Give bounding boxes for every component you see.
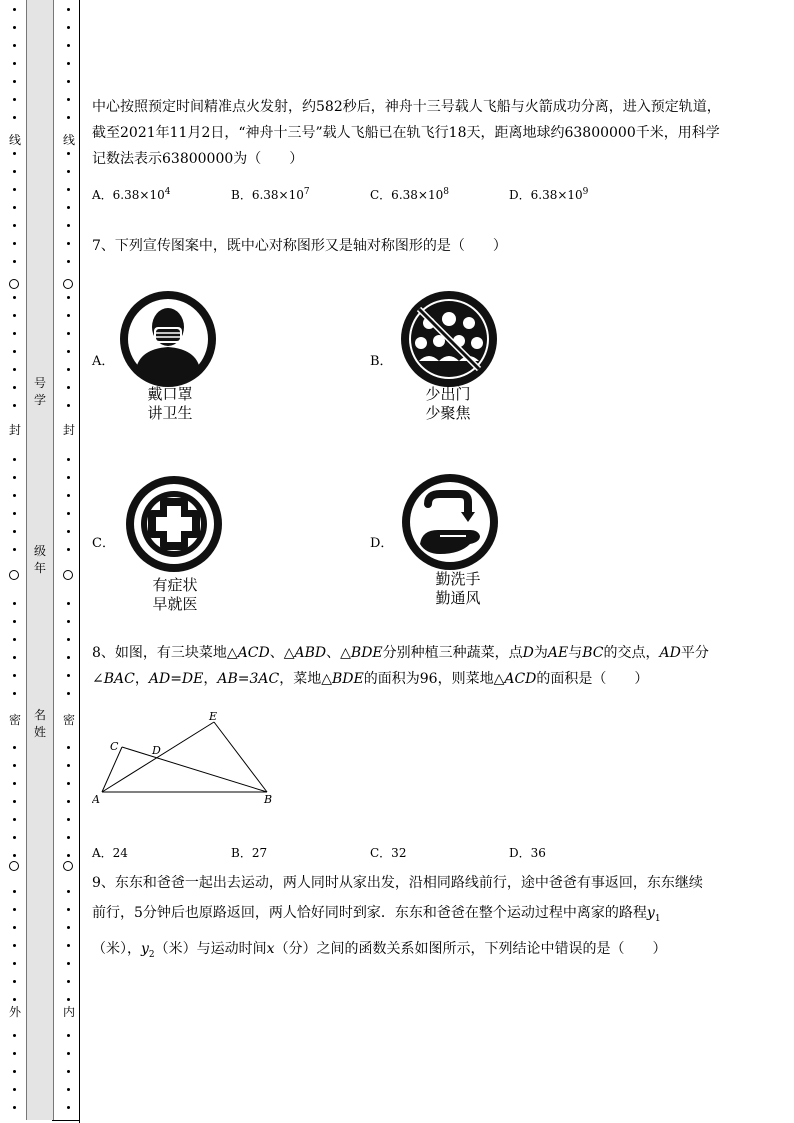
margin-dot: [67, 764, 70, 767]
margin-dot: [13, 818, 16, 821]
q8-option-b[interactable]: B．27: [231, 845, 268, 860]
q6-option-d[interactable]: D．$6.38\times 10^9$: [509, 186, 589, 202]
label-b: B: [264, 793, 273, 806]
segment-ae: [102, 722, 214, 792]
margin-dot: [13, 404, 16, 407]
label-e: E: [209, 710, 218, 723]
margin-dot: [13, 746, 16, 749]
q7-choice-d-letter[interactable]: D．: [370, 536, 394, 551]
margin-dot: [13, 782, 16, 785]
q7-caption-c: 有症状 早就医: [152, 576, 198, 613]
margin-dot: [13, 980, 16, 983]
margin-dot: [13, 908, 16, 911]
q7-caption-d: 勤洗手 勤通风: [435, 570, 481, 607]
margin-dot: [13, 458, 16, 461]
margin-dot: [67, 242, 70, 245]
q8-option-d[interactable]: D．36: [509, 845, 546, 860]
margin-dot: [67, 944, 70, 947]
margin-dot: [13, 800, 16, 803]
q6-text: 中心按照预定时间精准点火发射，约582秒后，神舟十三号载人飞船与火箭成功分离，进入预定轨道，截至2021年11月2日，“神舟十三号”载人飞船已在轨飞行18天，距离地球约63800000千米，用科学记数法表示63800000为（ ）: [92, 99, 721, 167]
outer-margin-char: 外: [8, 1005, 21, 1019]
margin-dot: [67, 458, 70, 461]
margin-dot: [67, 206, 70, 209]
outer-margin-char: 封: [8, 423, 21, 437]
margin-dot: [67, 368, 70, 371]
segment-eb: [214, 722, 267, 792]
margin-dot: [13, 80, 16, 83]
q6-options: [92, 184, 732, 204]
margin-dot: [67, 44, 70, 47]
q8-options: [92, 842, 732, 862]
margin-dot: [67, 602, 70, 605]
q7-choice-c-letter[interactable]: C．: [92, 536, 115, 551]
margin-dot: [67, 260, 70, 263]
margin-dot: [13, 62, 16, 65]
margin-dot: [13, 476, 16, 479]
margin-dot: [67, 962, 70, 965]
q7-caption-b: 少出门 少聚焦: [425, 385, 471, 422]
margin-dot: [13, 944, 16, 947]
q9-text: 9、东东和爸爸一起出去运动，两人同时从家出发，沿相同路线前行，途中爸爸有事返回，东东继续 前行，5分钟后也原路返回，两人恰好同时到家．东东和爸爸在整个运动过程中离家的路程$y_1$ （米），$y_2$（米）与运动时间x（分）之间的函数关系如图所示，下列结论中错误的是（ ）: [92, 875, 703, 960]
margin-dot: [67, 746, 70, 749]
margin-dot: [13, 314, 16, 317]
margin-dot: [67, 674, 70, 677]
segment-cb: [122, 747, 267, 792]
margin-circle-mark: [9, 279, 19, 289]
outer-dotted-line: [8, 0, 22, 1123]
margin-dot: [67, 998, 70, 1001]
margin-dot: [13, 998, 16, 1001]
margin-dot: [13, 854, 16, 857]
margin-dot: [67, 386, 70, 389]
margin-dot: [13, 494, 16, 497]
margin-dot: [67, 980, 70, 983]
q7-title: 7、下列宣传图案中，既中心对称图形又是轴对称图形的是（ ）: [92, 238, 507, 254]
margin-dot: [13, 26, 16, 29]
margin-dot: [67, 512, 70, 515]
margin-dot: [67, 782, 70, 785]
margin-dot: [67, 116, 70, 119]
margin-dot: [67, 926, 70, 929]
margin-dot: [67, 692, 70, 695]
margin-dot: [67, 638, 70, 641]
name-label: 名 姓: [33, 708, 46, 739]
inner-dotted-line: [62, 0, 76, 1123]
margin-dot: [13, 1052, 16, 1055]
label-d: D: [152, 744, 161, 757]
margin-dot: [13, 224, 16, 227]
margin-dot: [67, 1106, 70, 1109]
margin-dot: [13, 1106, 16, 1109]
q6-option-c[interactable]: C．$6.38\times 10^8$: [370, 186, 449, 202]
margin-circle-mark: [63, 861, 73, 871]
margin-dot: [13, 674, 16, 677]
binding-margin: [0, 0, 82, 1123]
medical-cross-icon: [124, 474, 224, 574]
margin-dot: [13, 1034, 16, 1037]
margin-dot: [67, 548, 70, 551]
inner-margin-char: 封: [62, 423, 75, 437]
margin-dot: [67, 1034, 70, 1037]
margin-circle-mark: [9, 570, 19, 580]
margin-dot: [67, 494, 70, 497]
margin-dot: [13, 242, 16, 245]
question-6: [92, 94, 732, 204]
margin-circle-mark: [63, 570, 73, 580]
margin-dot: [13, 656, 16, 659]
margin-dot: [67, 170, 70, 173]
margin-circle-mark: [9, 861, 19, 871]
margin-dot: [13, 368, 16, 371]
margin-dot: [67, 296, 70, 299]
margin-dot: [67, 620, 70, 623]
q8-option-a[interactable]: A．24: [92, 845, 128, 860]
margin-dot: [13, 962, 16, 965]
margin-dot: [67, 26, 70, 29]
margin-dot: [13, 8, 16, 11]
q8-triangle-figure: [92, 705, 282, 815]
margin-border-line: [79, 0, 80, 1123]
margin-dot: [13, 332, 16, 335]
margin-dot: [13, 926, 16, 929]
q6-option-a[interactable]: A．$6.38\times 10^4$: [92, 186, 171, 202]
margin-dot: [13, 386, 16, 389]
grade-label: 级 年: [33, 544, 46, 575]
margin-dot: [13, 44, 16, 47]
inner-margin-char: 内: [62, 1005, 75, 1019]
margin-dot: [67, 1070, 70, 1073]
margin-dot: [67, 224, 70, 227]
margin-dot: [13, 98, 16, 101]
student-number-label: 号 学: [33, 376, 46, 407]
margin-dot: [13, 620, 16, 623]
margin-dot: [13, 512, 16, 515]
margin-dot: [13, 206, 16, 209]
margin-bottom-line: [52, 1120, 80, 1121]
margin-dot: [13, 170, 16, 173]
student-info-band: [26, 0, 54, 1120]
inner-margin-char: 线: [62, 133, 75, 147]
label-c: C: [110, 740, 119, 753]
q7-choice-a-letter[interactable]: A．: [92, 354, 115, 369]
margin-dot: [67, 476, 70, 479]
margin-dot: [13, 548, 16, 551]
margin-dot: [13, 836, 16, 839]
margin-dot: [67, 404, 70, 407]
margin-dot: [67, 800, 70, 803]
margin-dot: [13, 602, 16, 605]
margin-dot: [13, 260, 16, 263]
margin-dot: [67, 62, 70, 65]
crowd-icon: [399, 289, 499, 389]
margin-dot: [13, 116, 16, 119]
margin-dot: [67, 314, 70, 317]
margin-dot: [67, 530, 70, 533]
mask-face-icon: [118, 289, 218, 389]
q6-option-b[interactable]: B．$6.38\times 10^7$: [231, 186, 310, 202]
margin-dot: [67, 1088, 70, 1091]
margin-dot: [67, 818, 70, 821]
margin-dot: [67, 80, 70, 83]
q7-choice-b-letter[interactable]: B．: [370, 354, 393, 369]
margin-dot: [67, 890, 70, 893]
q7-caption-a: 戴口罩 讲卫生: [147, 385, 193, 422]
margin-dot: [13, 692, 16, 695]
margin-dot: [67, 8, 70, 11]
margin-dot: [13, 188, 16, 191]
margin-dot: [13, 764, 16, 767]
margin-dot: [13, 638, 16, 641]
margin-dot: [13, 1070, 16, 1073]
margin-dot: [13, 296, 16, 299]
margin-dot: [67, 656, 70, 659]
outer-margin-char: 密: [8, 713, 21, 727]
margin-circle-mark: [63, 279, 73, 289]
margin-dot: [67, 1052, 70, 1055]
q8-option-c[interactable]: C．32: [370, 845, 407, 860]
margin-dot: [13, 1088, 16, 1091]
hand-wash-icon: [400, 472, 500, 572]
margin-dot: [67, 908, 70, 911]
margin-dot: [13, 350, 16, 353]
margin-dot: [13, 890, 16, 893]
margin-dot: [67, 152, 70, 155]
margin-dot: [67, 836, 70, 839]
label-a: A: [92, 793, 100, 806]
margin-dot: [13, 530, 16, 533]
margin-dot: [67, 350, 70, 353]
margin-dot: [67, 332, 70, 335]
margin-dot: [67, 98, 70, 101]
q8-text: 8、如图，有三块菜地△ACD、△ABD、△BDE分别种植三种蔬菜，点D为AE与BC的交点，AD平分 ∠BAC，AD=DE，AB=3AC，菜地△BDE的面积为96，则菜地△ACD的面积是（ ）: [92, 645, 709, 687]
outer-margin-char: 线: [8, 133, 21, 147]
margin-dot: [13, 152, 16, 155]
inner-margin-char: 密: [62, 713, 75, 727]
margin-dot: [67, 188, 70, 191]
margin-dot: [67, 854, 70, 857]
